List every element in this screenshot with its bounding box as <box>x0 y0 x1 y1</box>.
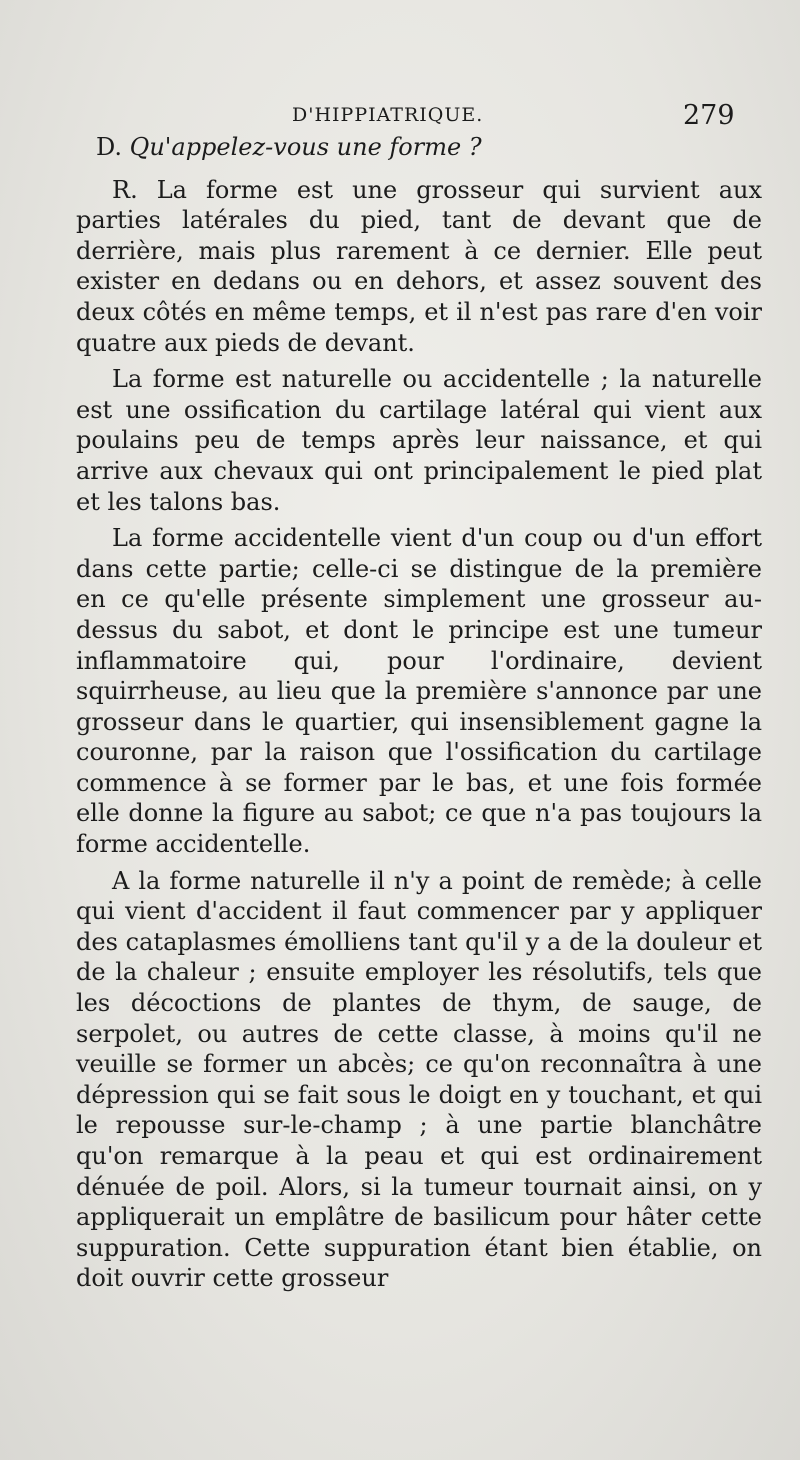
paragraph-answer: R. La forme est une grosseur qui survient aux parties latérales du pied, tant de devant que de derrière, mais plus rarement à ce dernier. Elle peut exister en dedans ou en dehors, et assez souvent des deux côtés en même temps, et il n'est pas rare d'en voir quatre aux pieds de devant. <box>76 175 762 357</box>
question-line <box>76 132 762 163</box>
paragraph-remedy: A la forme naturelle il n'y a point de remède; à celle qui vient d'accident il faut commencer par y appliquer des cataplasmes émolliens tant qu'il y a de la douleur et de la chaleur ; ensuite employer les résolutifs, tels que les décoctions de plantes de thym, de sauge, de serpolet, ou autres de cette classe, à moins qu'il ne veuille se former un abcès; ce qu'on reconnaîtra à une dépression qui se fait sous le doigt en y touchant, et qui le repousse sur-le-champ ; à une partie blanchâtre qu'on remarque à la peau et qui est ordinairement dénuée de poil. Alors, si la tumeur tournait ainsi, on y appliquerait un emplâtre de basilicum pour hâter cette suppuration. Cette suppuration étant bien établie, on doit ouvrir cette grosseur <box>76 866 762 1293</box>
question-label: D. <box>96 133 123 161</box>
question-text: Qu'appelez-vous une forme ? <box>129 133 482 161</box>
paragraph-natural-form: La forme est naturelle ou accidentelle ; la naturelle est une ossification du cartilage latéral qui vient aux poulains peu de temps après leur naissance, et qui arrive aux chevaux qui ont principalement le pied plat et les talons bas. <box>76 365 762 516</box>
paragraph-accidental-form: La forme accidentelle vient d'un coup ou d'un effort dans cette partie; celle-ci se distingue de la première en ce qu'elle présente simplement une grosseur au-dessus du sabot, et dont le principe est une tumeur inflammatoire qui, pour l'ordinaire, devient squirrheuse, au lieu que la première s'annonce par une grosseur dans le quartier, qui insensiblement gagne la couronne, par la raison que l'ossification du cartilage commence à se former par le bas, et une fois formée elle donne la figure au sabot; ce que n'a pas toujours la forme accidentelle. <box>76 524 762 859</box>
body-text <box>76 132 762 1300</box>
running-title: D'HIPPIATRIQUE. <box>292 104 484 126</box>
running-head <box>0 100 800 134</box>
page-number: 279 <box>683 100 735 131</box>
